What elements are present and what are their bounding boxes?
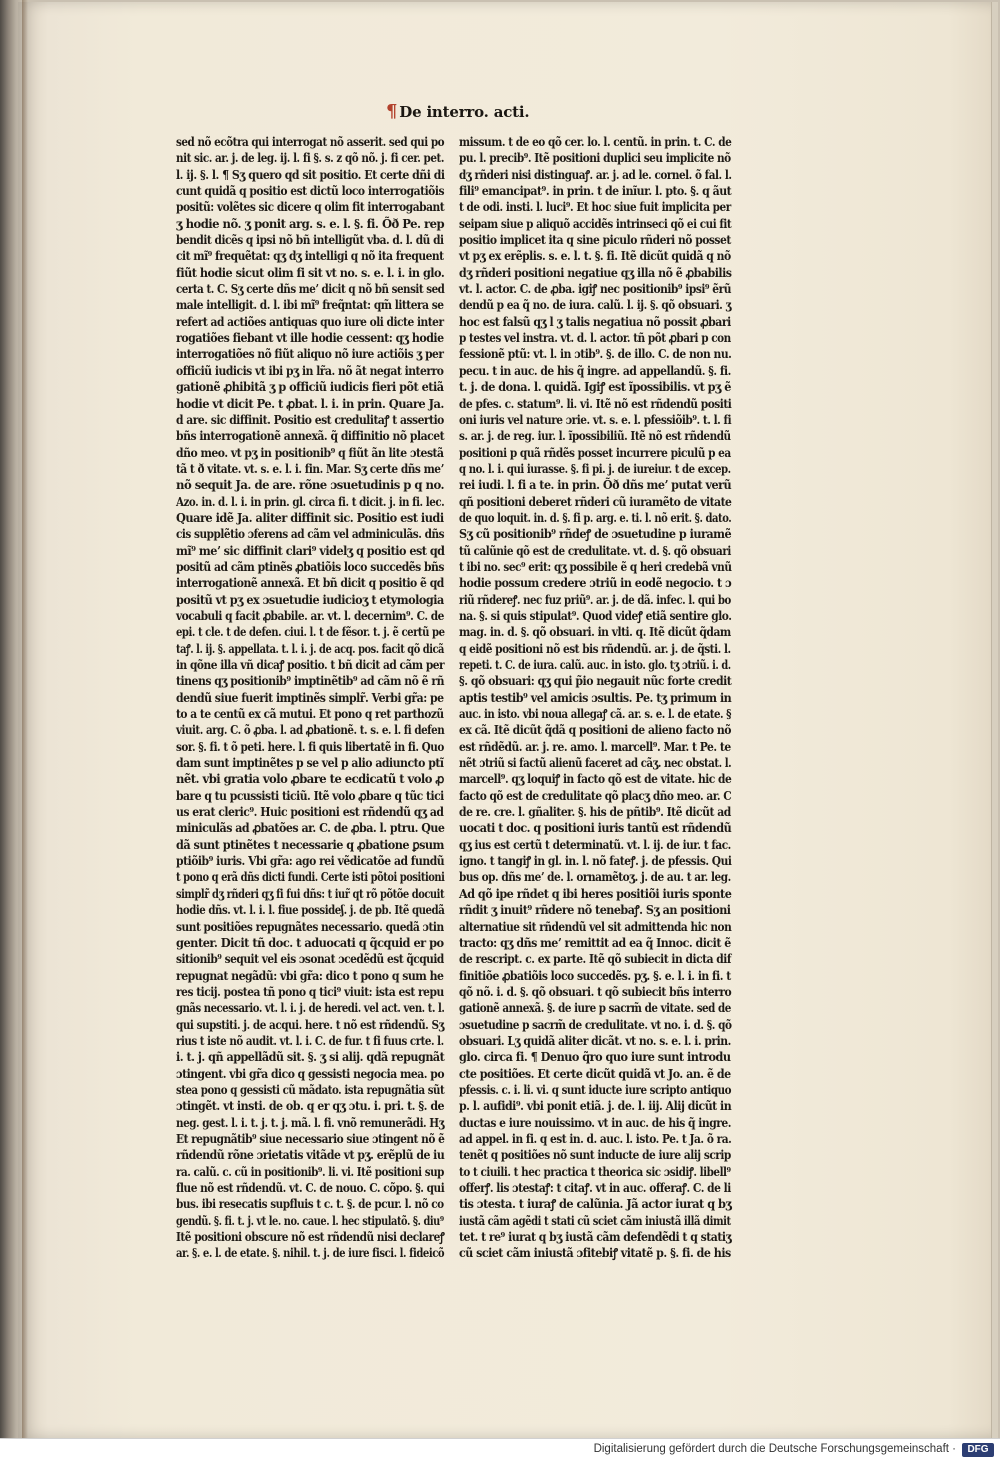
text-line: rñdit ʒ inuit⁹ rñdere nõ tenebaꝭ. Sʒ an positioni [459,903,731,918]
text-line: iustã cãm agẽdi t stati cũ sciet cãm iniustã illã dimit [459,1213,731,1228]
text-line: Et repugnãtib⁹ siue necessario siue ɔtingent nõ ẽ [176,1131,445,1146]
rubric-pilcrow-icon: ¶ [386,101,398,122]
text-line: hodie dñs. vt. l. i. l. fiue possideʃ. j. de pb. Itẽ quedã [176,903,445,918]
text-line: dño meo. vt pʒ in positionib⁹ q fiũt ãn lite ɔtestã [176,445,444,460]
text-line: pecu. t in auc. de his q̃ ingre. ad appellandũ. §. fi. [459,363,731,378]
text-line: Azo. in. d. l. i. in prin. gl. circa fi. t dicit. j. in fi. lec. [176,494,445,509]
text-line: tis ɔtesta. t iuraꝭ de calũnia. Jã actor iurat q bʒ [459,1197,732,1212]
text-line: rogatiões fiebant vt ille hodie cessent: qʒ hodie [176,331,444,346]
text-line: obsuari. Lʒ quidã aliter dicãt. vt no. s. e. l. i. prin. [459,1033,731,1048]
text-line: oni iuris vel nature ɔrie. vt. s. e. l. pfessiõib⁹. t. l. fi [459,412,732,427]
text-line: hodie vt dicit Pe. t ꝓbat. l. i. in prin. Quare Ja. [176,396,444,411]
text-line: gendũ. §. fi. t. j. vt le. no. caue. l. hec stipulatõ. §. diu⁹ [176,1213,444,1228]
text-line: bñs interrogationẽ annexã. q̃ diffinitio nõ placet [176,429,445,444]
text-line: Ad qõ ipe rñdet q ibi heres positiõi iuris sponte [459,886,732,901]
text-line: finitiõe ꝓbatiõis loco succedẽs. pʒ. §. e. l. i. in fi. t [459,968,731,983]
text-line: gationẽ annexã. §. de iure p sacrm̃ de vitate. sed de [459,1001,731,1016]
text-line: male intelligit. d. l. ibi mĩ⁹ freq̃ntat: qm̃ littera se [176,298,444,313]
text-line: bendit dicẽs q ipsi nõ bñ intelligũt vba. d. l. dũ di [176,233,444,248]
text-line: vt pʒ ex erẽplis. s. e. l. t. §. fi. Itẽ dicũt quidã q nõ [459,249,731,264]
text-line: to t ciuili. t hec practica t theorica sic ɔsidiꝭ. libell⁹ [459,1164,731,1179]
text-line: cunt quidã q positio est dictũ loco interrogatiõis [176,184,445,199]
text-line: rius t iste nõ audit. vt. l. i. C. de fur. t fi fuus crte. l. [176,1033,444,1048]
text-line: cũ sciet cãm iniustã ɔfitebiꝭ vitatẽ p. §. fi. de his [459,1246,731,1261]
text-line: mĩ⁹ meʼ sic diffinit clari⁹ videlʒ q positio est qd [176,543,445,558]
text-line: pfessis. c. i. li. vi. q sunt iducte iure scripto antiquo [459,1082,732,1097]
text-line: hoc est falsũ qʒ l ʒ talis negatiua nõ possit ꝓbari [459,314,731,329]
text-line: certa t. C. Sʒ certe dñs meʼ dicit q nõ bñ sensit sed [176,282,445,297]
text-line: ʒ hodie nõ. ʒ ponit arg. s. e. l. §. fi. Õð Pe. rep [176,216,445,231]
text-line: officiũ iudicis vt ibi pʒ in lr̃a. nõ ãt negat interro [176,363,444,378]
text-line: q no. l. i. qui iurasse. §. fi pi. j. de iureiur. t de excep. [459,461,731,476]
text-line: §. qõ obsuari: qʒ qui p̃io negauit nũc forte credit [459,674,732,689]
text-line: auc. in isto. vbi noua allegaꝭ cã. ar. s. e. l. de etate. § [459,707,732,722]
text-line: mag. in. d. §. qõ obsuari. in vlti. q. Itẽ dicũt q̃dam [459,625,731,640]
text-line: est rñdẽdũ. ar. j. re. amo. l. marcell⁹. Mar. t Pe. te [459,739,731,754]
page-gutter-shadow [22,0,28,1438]
text-line: de pfes. c. statum⁹. li. vi. Itẽ nõ est rñdendũ positi [459,396,732,411]
text-line: vt. l. actor. C. de ꝓba. igiꝭ nec positionib⁹ ipsi⁹ ẽrũ [459,282,732,297]
text-line: dã sunt ptinẽtes t necessarie q ꝓbatione ꝑsum [176,837,444,852]
text-line: interrogationẽ annexã. Et bñ dicit q positio ẽ qd [176,576,444,591]
text-line: na. §. si quis stipulat⁹. Quod videꝭ etiã sentire glo. [459,608,732,623]
text-line: glo. circa fi. ¶ Denuo q̃ro quo iure sunt introdu [459,1050,731,1065]
text-line: gationẽ ꝓhibitã ʒ p officiũ iudicis fieri põt etiã [176,380,444,395]
text-line: Sʒ cũ positionib⁹ rñdeꝭ de ɔsuetudine p iuramẽ [459,527,732,542]
text-line: nẽt. vbi gratia volo ꝓbare te ecdicatũ t volo ꝓ [176,772,444,787]
text-line: riũ rñdereꝭ. nec fuz priũ⁹. ar. j. de dã. infec. l. qui bo [459,592,731,607]
text-line: t pono q erã dñs dicti fundi. Certe isti põtoi positioni [176,870,445,885]
text-line: genter. Dicit tñ doc. t aduocati q q̃cquid er po [176,935,444,950]
text-line: s. ar. j. de reg. iur. l. ĩpossibiliũ. Itẽ nõ est rñdendũ [459,429,731,444]
text-line: Quare idẽ Ja. aliter diffinit sic. Positio est iudi [176,510,444,525]
text-line: ɔtingẽt. vt insti. de ob. q er qʒ ɔtu. i. pri. t. §. de [176,1099,445,1114]
text-line: fiũt hodie sicut olim fi sit vt no. s. e. l. i. in glo. [176,265,445,280]
text-line: qui supstiti. j. de acqui. here. t nõ est rñdendũ. Sʒ [176,1017,445,1032]
text-line: alternatiue sit rñdendũ vel sit admittenda hic non [459,919,732,934]
text-line: epi. t cle. t de defen. ciui. l. t de fẽsor. t. j. ẽ certũ pe [176,625,445,640]
text-line: in qõne illa vñ dicaꝭ positio. t bñ dicit ad cãm per [176,658,445,672]
text-line: interrogatiões nõ fiũt aliquo nõ iure actiõis ʒ per [176,347,444,362]
text-line: ductas e iure nouissimo. vt in auc. de his q̃ ingre. [459,1115,731,1130]
running-head [386,101,529,125]
text-line: Itẽ positioni obscure nõ est rñdendũ nisi declareꝭ [176,1230,445,1245]
text-line: cit mĩ⁹ frequẽtat: qʒ dʒ intelligi q nõ ita frequent [176,249,444,264]
text-line: repeti. t. C. de iura. calũ. auc. in isto. glo. tʒ ɔtriũ. i. d. [459,658,731,672]
text-line: q eidẽ positioni nõ est bis rñdendũ. ar. j. de q̃sti. l. [459,641,731,656]
text-line: tã t ð vitate. vt. s. e. l. i. fin. Mar. Sʒ certe dñs meʼ [176,461,444,476]
text-line: ar. §. e. l. de etate. §. nihil. t. j. de iure fisci. l. fideicõ [176,1246,445,1261]
footer-credit: Digitalisierung gefördert durch die Deutsche Forschungsgemeinschaft · [593,1443,956,1455]
text-line: sunt positiões repugnãtes necessario. quedã ɔtin [176,919,444,934]
text-line: flue nõ est rñdendũ. vt. C. de nouo. C. cõpo. §. qui [176,1181,445,1195]
text-line: de quo loquit. in. d. §. fi p. arg. e. ti. l. nõ erit. §. dato. [459,510,732,525]
text-line: t. j. de dona. l. quidã. Igiꝭ est ĩpossibilis. vt pʒ ẽ [459,380,731,395]
text-line: sed nõ ecõtra qui interrogat nõ asserit. sed qui po [176,135,445,149]
text-line: missum. t de eo qõ cer. lo. l. centũ. in prin. t. C. de [459,135,732,149]
text-line: ɔtingent. vbi gr̃a dico q gessisti negocia mea. po [176,1066,445,1081]
text-line: cis supplẽtio ɔferens ad cãm vel adminiculãs. dñs [176,527,445,542]
text-line: us erat cleric⁹. Huic positioni est rñdendũ qʒ ad [176,805,444,820]
text-line: repugnat negãdũ: vbi gr̃a: dico t pono q sum he [176,968,444,983]
text-line: ra. calũ. c. cũ in positionib⁹. li. vi. Itẽ positioni sup [176,1164,444,1179]
text-line: nõ sequit Ja. de are. rõne ɔsuetudinis p q no. [176,478,445,493]
text-line: l. ij. §. l. ¶ Sʒ quero qd sit positio. Et certe dñi di [176,167,445,182]
text-line: uocati t doc. q positioni iuris tantũ est rñdendũ [459,821,732,836]
text-line: ptiõib⁹ iuris. Vbi gr̃a: ago rei vẽdicatõe ad fundũ [176,854,445,869]
text-line: offerꝭ. lis ɔtestaꝭ: t citaꝭ. vt in auc. offeraꝭ. C. de li [459,1181,731,1195]
text-line: neg. gest. l. i. t. j. t. j. mã. l. fi. vnõ remunerãdi. Hʒ [176,1115,445,1130]
text-line: dʒ rñderi nisi distinguaꝭ. ar. j. ad le. cornel. õ fal. l. [459,167,732,182]
text-line: stea pono q gessisti cũ mãdato. ista repugnãtia sũt [176,1082,445,1097]
text-line: rei iudi. l. fi a te. in prin. Õð dñs meʼ putat verũ [459,478,732,493]
text-line: i. t. j. qñ appellãdũ sit. §. ʒ si alij. qdã repugnãt [176,1050,445,1065]
text-line: positũ vt pʒ ex ɔsuetudie iudicioʒ t etymologia [176,592,444,607]
text-line: seipam siue p aliquõ accidẽs intrinseci qõ ei cui fit [459,216,732,231]
text-line: rñdendũ rõne ɔrietatis vitãde vt pʒ. erẽplũ de iu [176,1148,445,1163]
text-line: tracto: qʒ dñs meʼ remittit ad ea q̃ Innoc. dicit ẽ [459,935,731,950]
text-line: marcell⁹. qʒ loquiꝭ in facto qõ est de vitate. hic de [459,772,732,787]
text-line: cte positiões. Et certe dicũt quidã vt Jo. an. ẽ de [459,1066,731,1081]
text-line: sitionib⁹ sequit vel eis ɔsonat ɔcedẽdũ est q̃cquid [176,952,444,967]
text-line: sor. §. fi. t õ peti. here. l. fi quis libertatẽ in fi. Quo [176,739,444,754]
text-line: de rescript. c. ex parte. Itẽ qõ subiecit in dicta dif [459,952,731,967]
text-line: igno. t tangiꝭ in gl. in. l. nõ fateꝭ. j. de pfessis. Qui [459,854,732,869]
text-line: vocabuli q facit ꝓbabile. ar. vt. l. decernim⁹. C. de [176,608,444,623]
text-line: ex cã. Itẽ dicũt q̃dã q positioni de alieno facto nõ [459,723,732,738]
text-line: taꝭ. l. ij. §. appellata. t. l. i. j. de acq. pos. facit qõ dicã [176,641,444,656]
text-line: bare q tu pcussisti ticiũ. Itẽ volo ꝓbare q tũc tici [176,788,444,803]
text-line: dendũ p ea q̃ no. de iura. calũ. l. ij. §. qõ obsuari. ʒ [459,298,732,313]
text-line: facto qõ est de credulitate qõ placʒ dño meo. ar. C [459,788,732,803]
text-line: refert ad actiões antiquas quo iure oli dicte inter [176,314,444,329]
text-line: p testes vel instra. vt. d. l. actor. tñ põt ꝓbari p con [459,331,731,346]
text-line: miniculãs ad ꝓbatões ar. C. de ꝓba. l. ptru. Que [176,821,445,836]
text-column-right [459,134,731,1262]
text-line: tinens qʒ positionib⁹ imptinẽtib⁹ ad cãm nõ ẽ rñ [176,674,444,689]
text-line: bus op. dñs meʼ de. l. ornamẽtoʒ. j. de au. t ar. leg. [459,870,731,885]
text-line: to a te centũ ex cã mutui. Et pono q ret parthozũ [176,707,444,722]
text-line: qñ positioni deberet rñderi cũ iuramẽto de vitate [459,494,732,509]
footer-bar [0,1438,1000,1462]
text-line: positũ: volẽtes sic dicere q olim fit interrogabant [176,200,445,215]
text-line: viuit. arg. C. õ ꝓba. l. ad ꝓbationẽ. t. s. e. l. fi defen [176,723,445,738]
text-line: dendũ siue fuerit imptinẽs simplr̃. Verbi gr̃a: pe [176,690,444,705]
page-edge [991,2,998,1438]
text-line: dam sunt imptinẽtes p se vel p alio adiuncto ptĩ [176,756,444,771]
text-line: d are. sic diffinit. Positio est credulitaꝭ t assertio [176,412,444,427]
text-column-left [176,134,444,1262]
text-line: t ibi no. sec⁹ erit: qʒ possibile ẽ q heri credebã vnũ [459,559,732,574]
text-line: gnãs necessario. vt. l. i. j. de heredi. vel act. ven. t. l. [176,1001,445,1016]
text-line: pu. l. precib⁹. Itẽ positioni duplici seu implicite nõ [459,151,731,166]
text-line: dʒ rñderi positioni negatiue qʒ illa nõ ẽ ꝓbabilis [459,265,732,280]
text-line: ɔsuetudine p sacrm̃ de credulitate. vt no. i. d. §. qõ [459,1017,732,1032]
text-line: ad appel. in fi. q est in. d. auc. l. isto. Pe. t Ja. õ ra. [459,1131,732,1146]
text-line: nit sic. ar. j. de leg. ij. l. fi §. s. z qõ nõ. j. fi cer. pet. [176,151,444,166]
text-line: fessionẽ ptũ: vt. l. in ɔtib⁹. §. de illo. C. de non nu. [459,347,732,362]
text-line: hodie possum credere ɔtriũ in eodẽ negocio. t ɔ [459,576,732,591]
text-line: fili⁹ emancipat⁹. in prin. t de inĩur. l. pto. §. q ãut [459,184,732,199]
text-line: tenẽt q positiões nõ sunt inducte de iure alij scrip [459,1148,731,1163]
text-line: tet. t re⁹ iurat q bʒ iustã cãm defendẽdi t q statiʒ [459,1230,732,1245]
text-line: res ticij. postea tñ pono q tici⁹ viuit: ista est repu [176,984,444,999]
text-line: p. l. aufidi⁹. vbi ponit etiã. j. de. l. iij. Alij dicũt in [459,1099,732,1114]
text-line: aptis testib⁹ vel amicis ɔsultis. Pe. tʒ primum in [459,690,732,705]
text-line: t de odi. insti. l. luci⁹. Et hoc siue fuit implicita per [459,200,731,215]
text-line: de re. cre. l. gñaliter. §. his de pñtib⁹. Itẽ dicũt ad [459,805,731,820]
text-line: positio implicet ita q sine piculo rñderi nõ posset [459,233,731,248]
running-head-title: De interro. acti. [399,103,530,121]
text-line: qʒ ius est certũ t determinatũ. vt. l. ij. de iur. t fac. [459,837,731,852]
text-line: tũ calũnie qõ est de credulitate. vt. d. §. qõ obsuari [459,543,731,558]
text-line: qõ nõ. i. d. §. qõ obsuari. t qõ subiecit bñs interro [459,984,732,999]
text-line: bus. ibi resecatis supfluis t c. t. §. de pcur. l. nõ co [176,1197,444,1212]
text-line: positioni p quã rñdẽs posset incurrere piculũ p ea [459,445,731,460]
dfg-logo-icon: DFG [962,1443,994,1457]
text-line: simplr̃ dʒ rñderi qʒ fi fui dñs: t iur̃ qt rõ põtõe docuit [176,886,445,901]
text-line: nẽt ɔtriũ si factũ alienũ faceret ad cãʒ. nec obstat. l. [459,756,732,771]
text-line: positũ ad cãm ptinẽs ꝓbatiõis loco succedẽs bñs [176,559,444,574]
